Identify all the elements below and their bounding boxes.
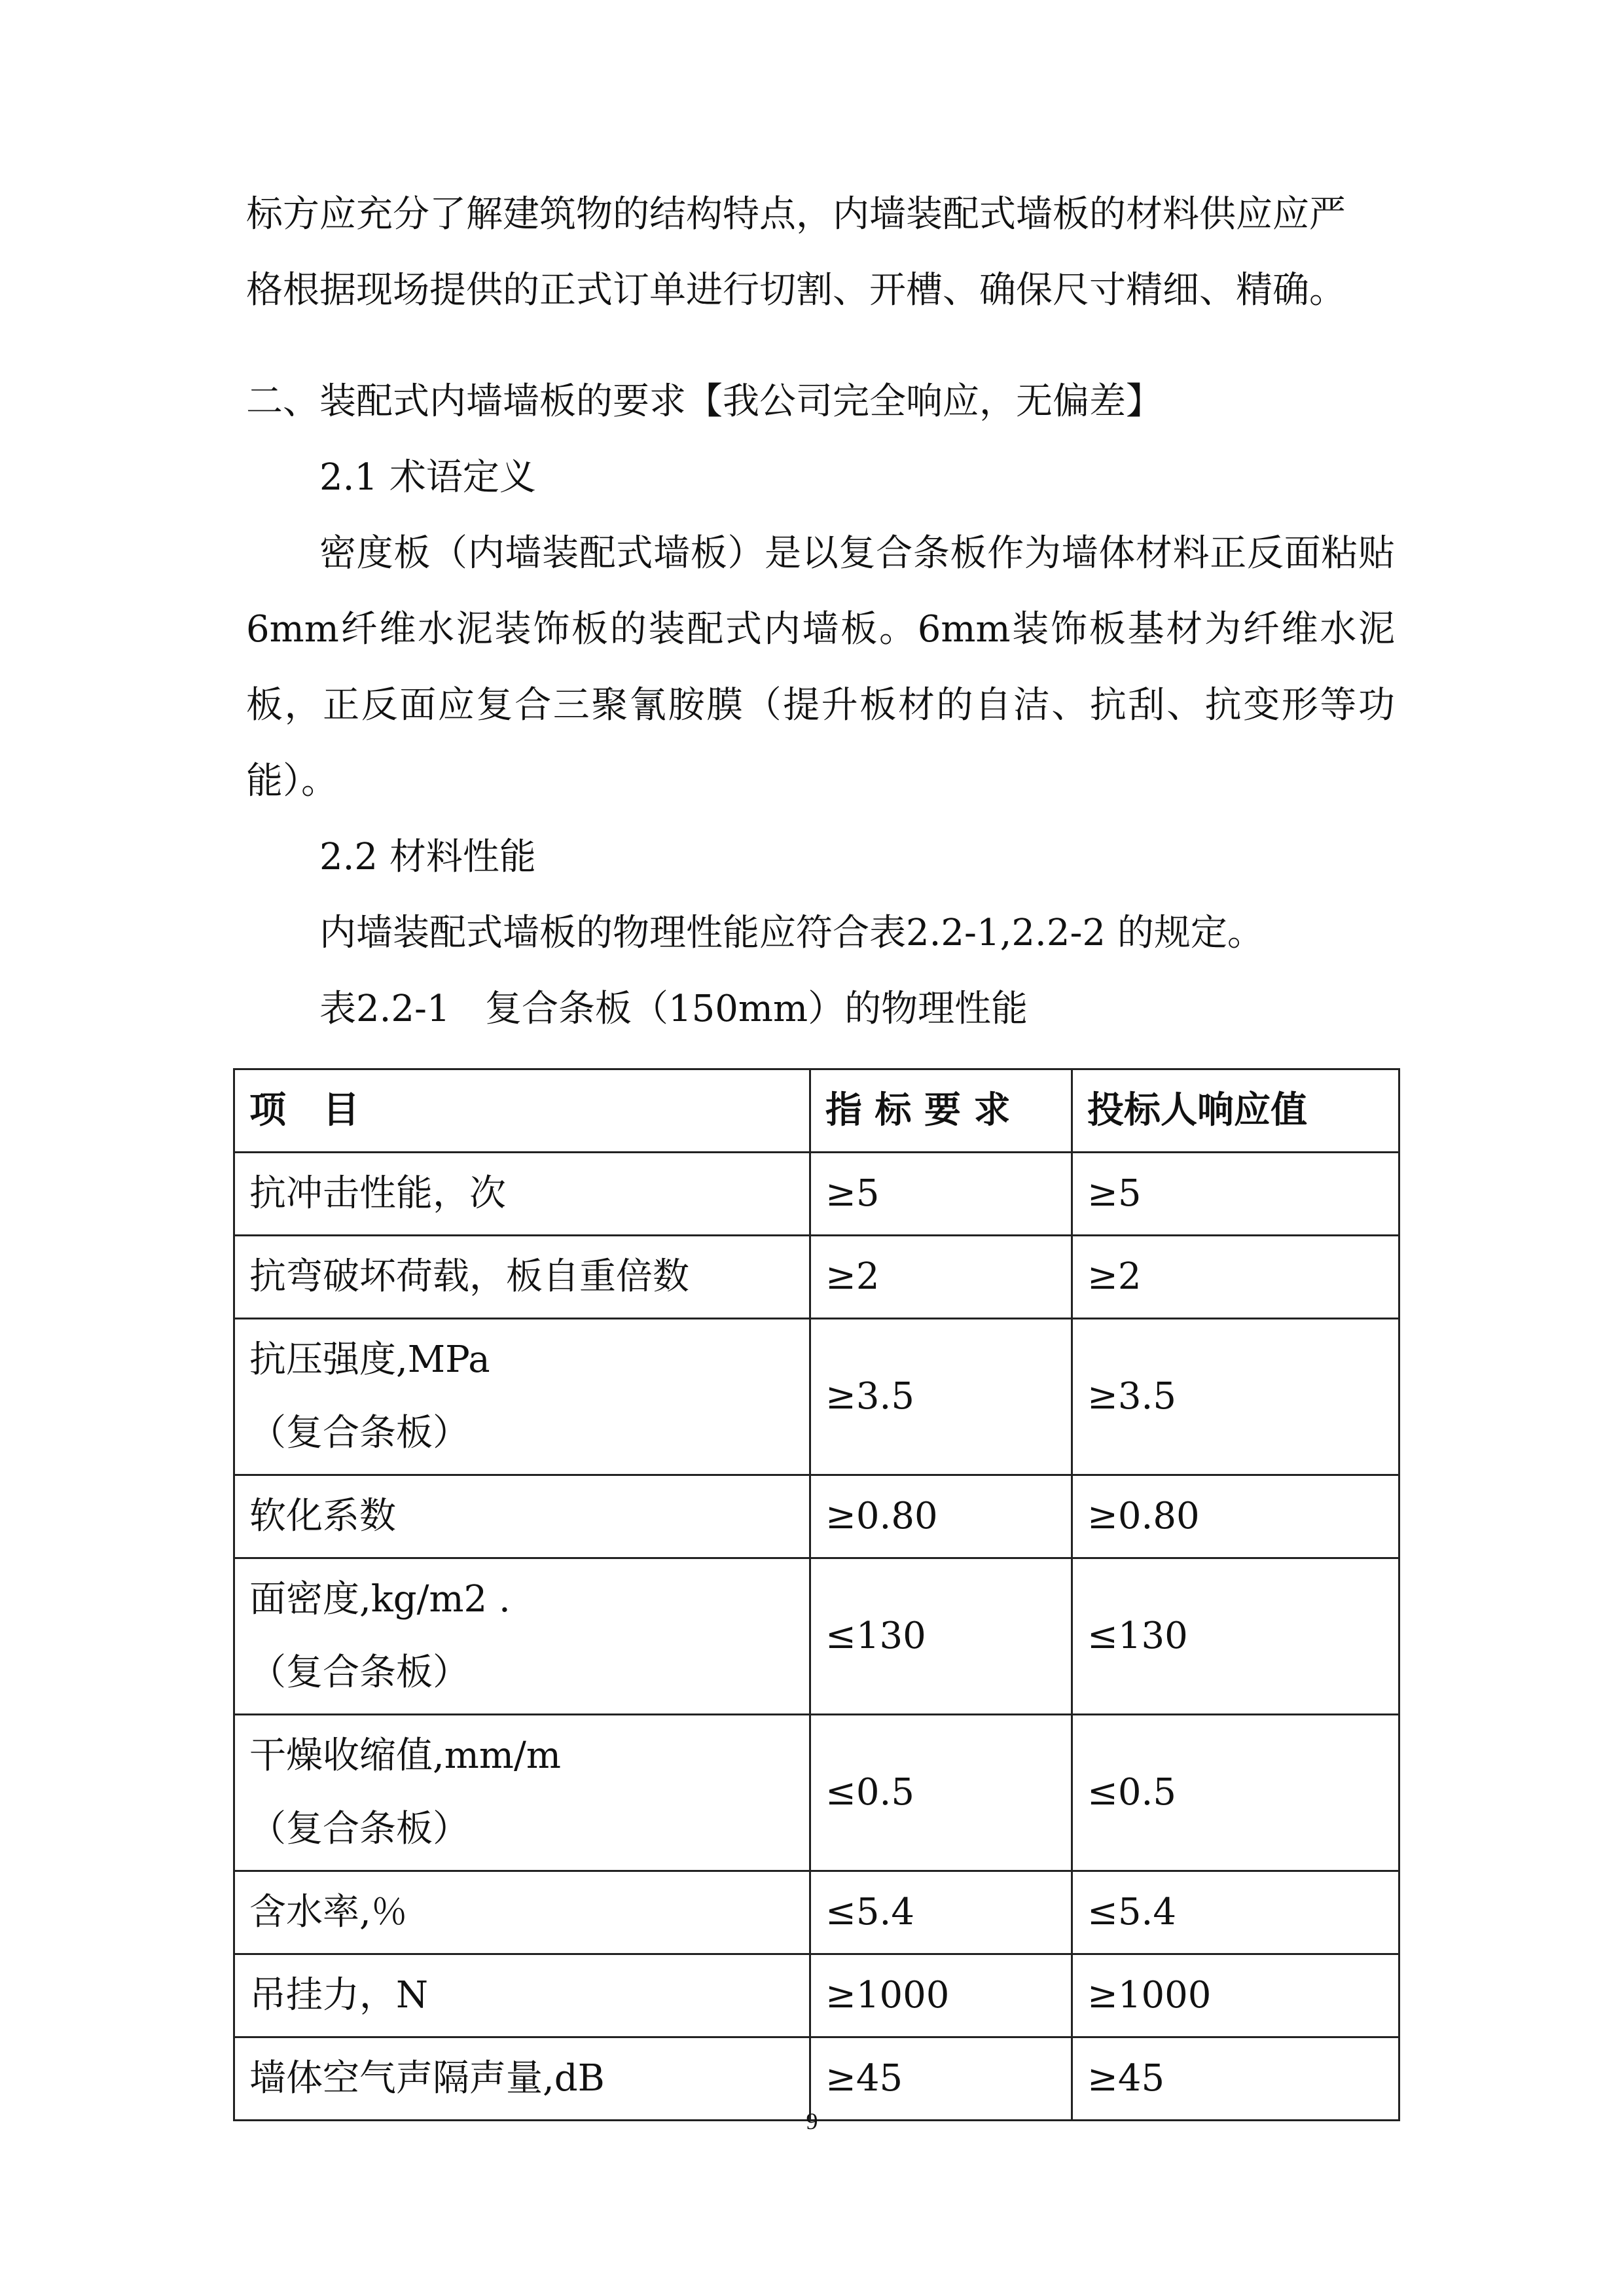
- table-row: [234, 1153, 1399, 1236]
- header-item: 项 目: [234, 1069, 810, 1153]
- item-cell: [234, 1871, 810, 1954]
- response-cell: ≥5: [1072, 1153, 1399, 1236]
- table-row: [234, 1715, 1399, 1871]
- table-caption: 表2.2-1 复合条板（150mm）的物理性能: [319, 988, 1028, 1030]
- item-cell: [234, 1954, 810, 2037]
- subsection-1-body: 密度板（内墙装配式墙板）是以复合条板作为墙体材料正反面粘贴6mm纤维水泥装饰板的装配式内墙板。6mm装饰板基材为纤维水泥板，正反面应复合三聚氰胺膜（提升板材的自洁、抗刮、抗变形等功能）。: [246, 532, 1395, 802]
- response-cell: ≥0.80: [1072, 1475, 1399, 1558]
- subsection-2-body: 内墙装配式墙板的物理性能应符合表2.2-1,2.2-2 的规定。: [319, 912, 1264, 954]
- page-number: 9: [806, 2108, 818, 2134]
- item-text: 抗弯破坏荷载，板自重倍数: [249, 1255, 689, 1298]
- item-text: 干燥收缩值,mm/m: [249, 1734, 561, 1777]
- requirement-cell: ≥45: [810, 2037, 1072, 2121]
- section-heading: 二、装配式内墙墙板的要求【我公司完全响应，无偏差】: [246, 380, 1163, 423]
- response-cell: ≥3.5: [1072, 1319, 1399, 1475]
- subsection-2-title: 2.2 材料性能: [319, 836, 536, 878]
- physical-properties-table: [233, 1068, 1400, 2121]
- item-text: 面密度,kg/m2 .: [249, 1578, 511, 1621]
- subsection-1-title: 2.1 术语定义: [319, 456, 536, 499]
- table-row: [234, 1236, 1399, 1319]
- item-text: 抗压强度,MPa: [249, 1338, 490, 1381]
- table-row: [234, 1871, 1399, 1954]
- table-row: [234, 1475, 1399, 1558]
- item-text: 软化系数: [249, 1495, 396, 1537]
- requirement-cell: ≥1000: [810, 1954, 1072, 2037]
- response-cell: ≤130: [1072, 1558, 1399, 1715]
- item-note: （复合条板）: [249, 1808, 469, 1850]
- item-note: （复合条板）: [249, 1651, 469, 1694]
- item-cell: [234, 1715, 810, 1871]
- header-requirement: 指 标 要 求: [810, 1069, 1072, 1153]
- requirement-cell: ≥0.80: [810, 1475, 1072, 1558]
- response-cell: ≤0.5: [1072, 1715, 1399, 1871]
- requirement-cell: ≤5.4: [810, 1871, 1072, 1954]
- item-cell: [234, 1475, 810, 1558]
- response-cell: ≥1000: [1072, 1954, 1399, 2037]
- response-cell: ≥2: [1072, 1236, 1399, 1319]
- response-cell: ≥45: [1072, 2037, 1399, 2121]
- table-row: [234, 1954, 1399, 2037]
- intro-line-1: 标方应充分了解建筑物的结构特点，内墙装配式墙板的材料供应应严: [246, 193, 1346, 236]
- requirement-cell: ≥3.5: [810, 1319, 1072, 1475]
- table-row: [234, 1558, 1399, 1715]
- item-text: 吊挂力，N: [249, 1974, 428, 2017]
- item-cell: [234, 1319, 810, 1475]
- table-header-row: [234, 1069, 1399, 1153]
- item-cell: [234, 1153, 810, 1236]
- item-note: （复合条板）: [249, 1412, 469, 1454]
- item-text: 含水率,％: [249, 1891, 408, 1933]
- item-text: 墙体空气声隔声量,dB: [249, 2057, 605, 2100]
- requirement-cell: ≥2: [810, 1236, 1072, 1319]
- item-cell: [234, 1558, 810, 1715]
- table-row: [234, 1319, 1399, 1475]
- document-body: [246, 177, 1395, 1047]
- header-response: 投标人响应值: [1072, 1069, 1399, 1153]
- requirement-cell: ≤0.5: [810, 1715, 1072, 1871]
- response-cell: ≤5.4: [1072, 1871, 1399, 1954]
- item-cell: [234, 1236, 810, 1319]
- item-text: 抗冲击性能，次: [249, 1172, 506, 1215]
- requirement-cell: ≤130: [810, 1558, 1072, 1715]
- intro-line-2: 格根据现场提供的正式订单进行切割、开槽、确保尺寸精细、精确。: [246, 269, 1346, 312]
- requirement-cell: ≥5: [810, 1153, 1072, 1236]
